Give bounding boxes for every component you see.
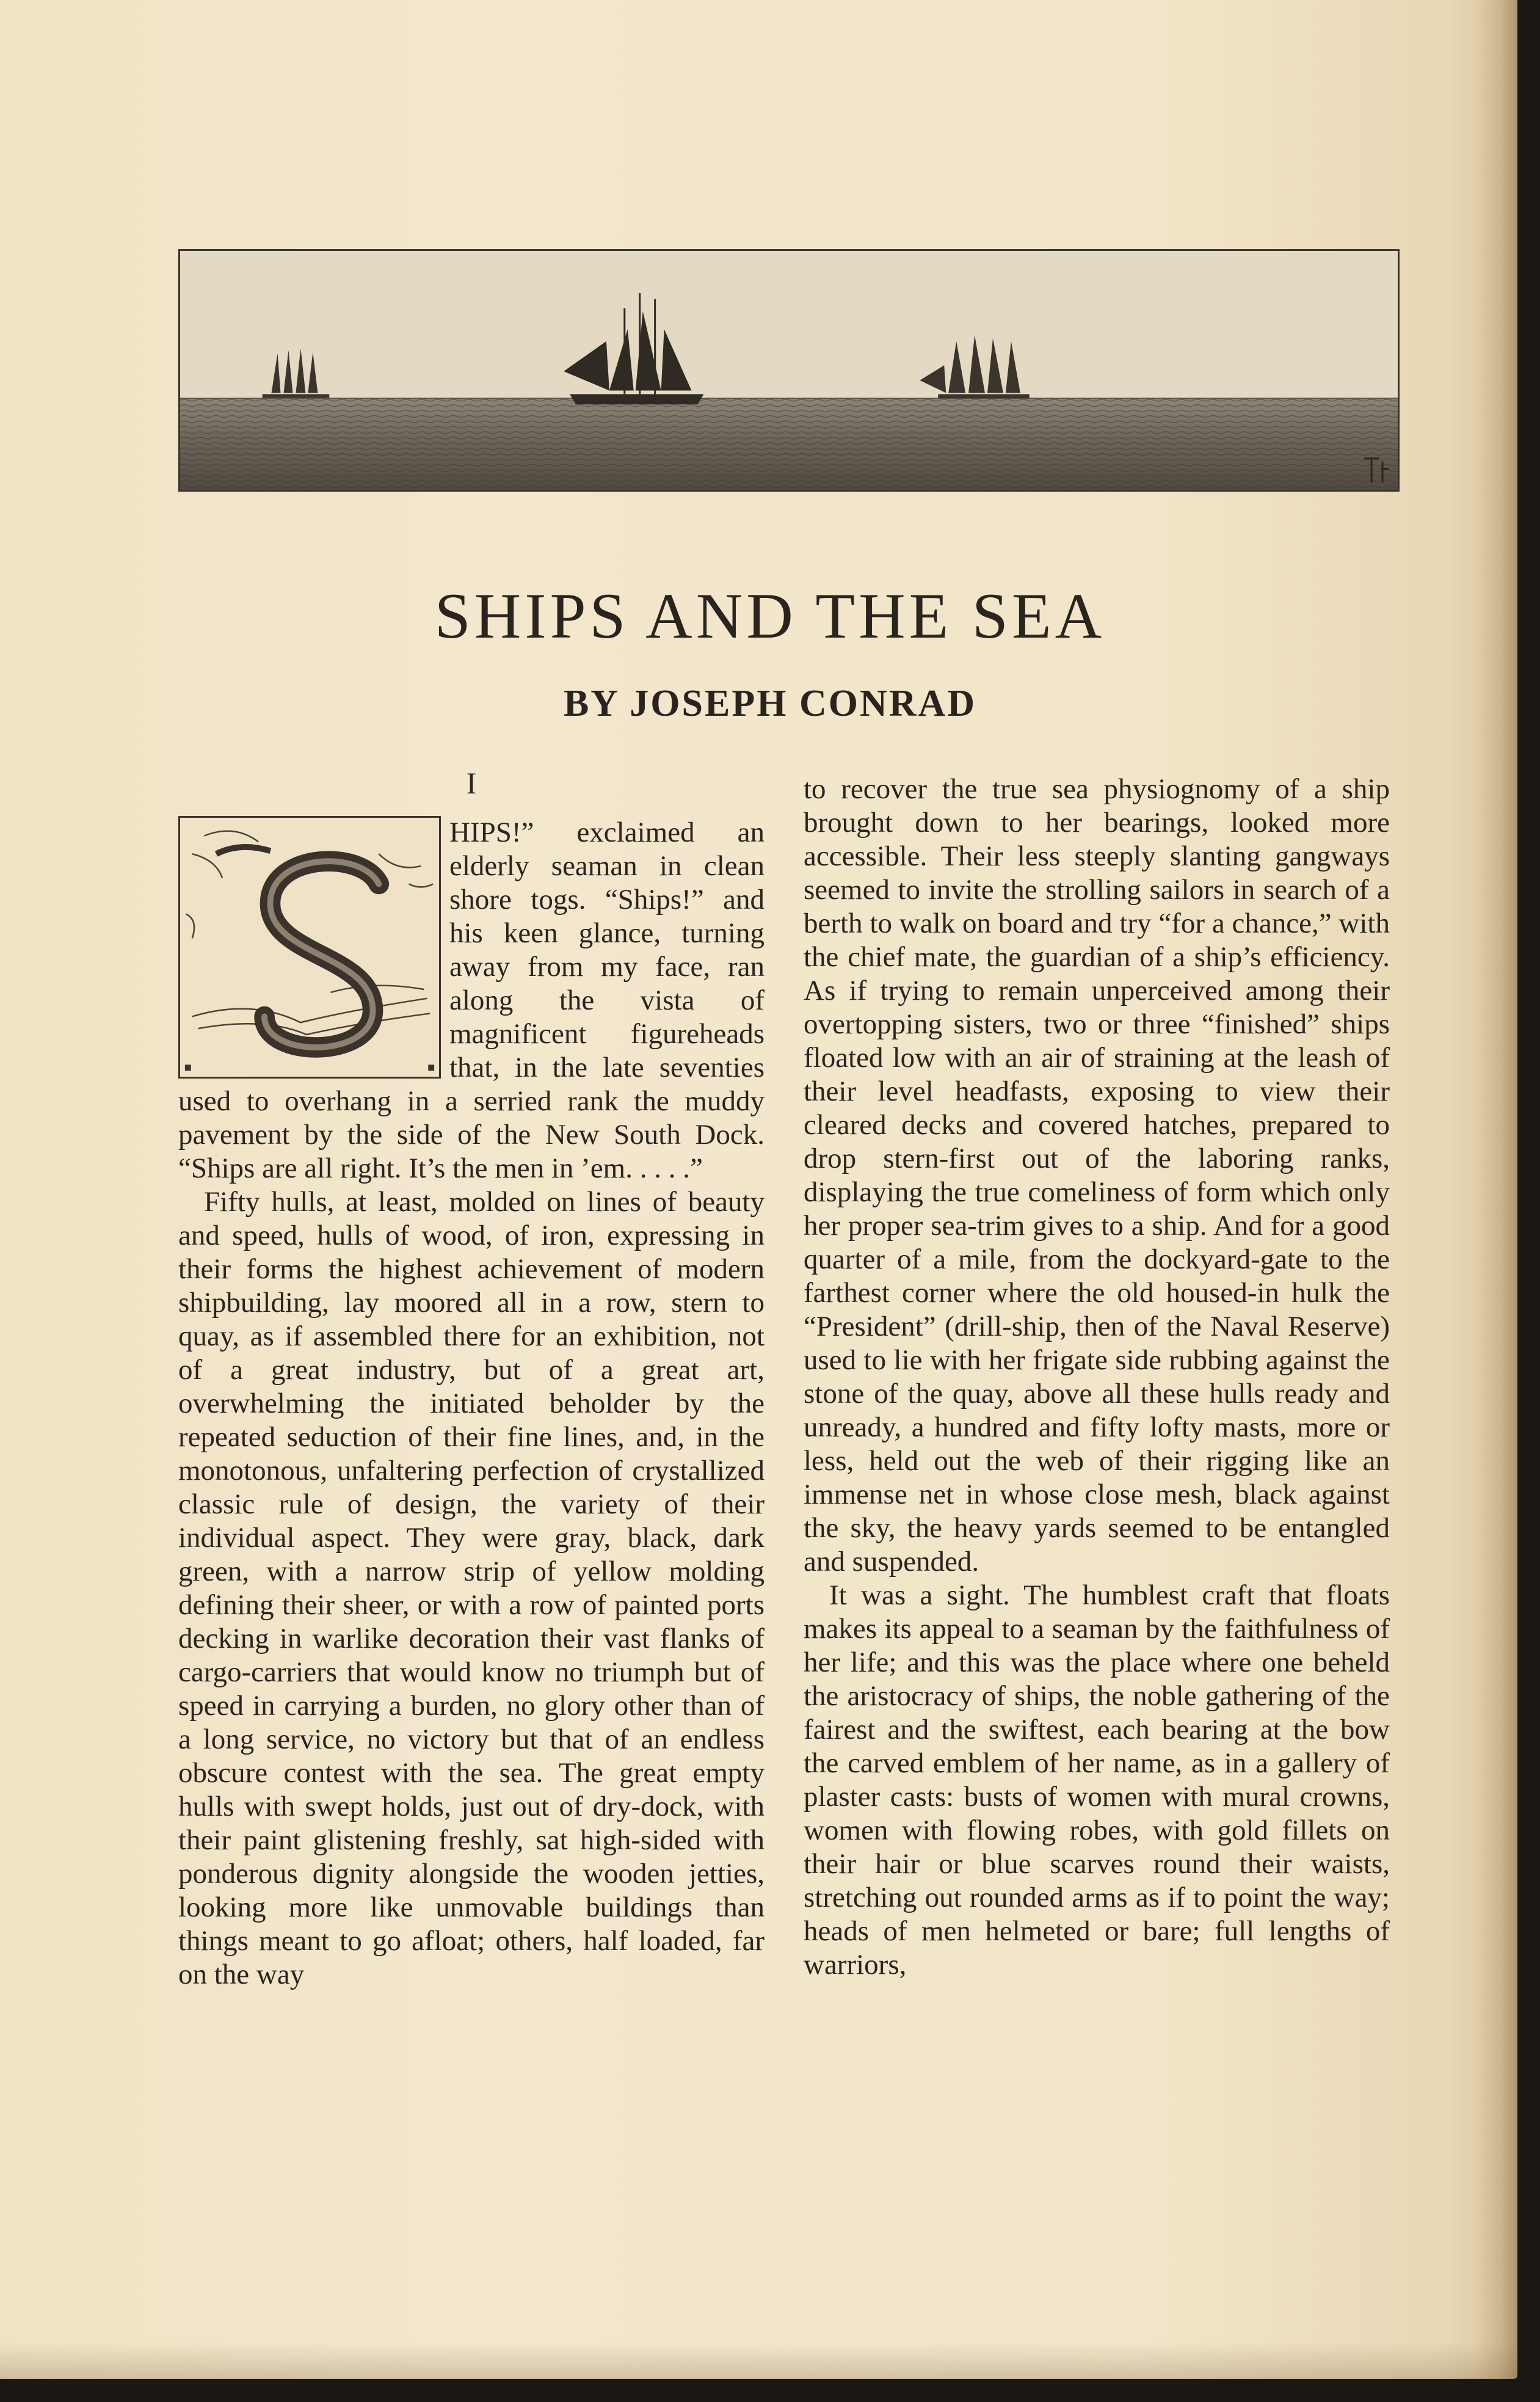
article-title: SHIPS AND THE SEA (434, 580, 1106, 652)
author-byline: BY JOSEPH CONRAD (563, 683, 977, 724)
right-column (804, 773, 1390, 1982)
page-bottom-shadow (0, 2342, 1517, 2379)
header-illustration-ships-at-sea (178, 249, 1400, 492)
right-paragraph-1: to recover the true sea physiognomy of a ship brought down to her bearings, looked more accessible. Their less steeply slanting gangways seemed to invite the strolling sailors in search of a berth to walk on board and try “for a chance,” with the chief mate, the guardian of a ship’s efficiency. As if trying to remain unperceived among their overtopping sisters, two or three “finished” ships floated low with an air of straining at the leash of their level headfasts, exposing to view their cleared decks and covered hatches, prepared to drop stern-first out of the laboring ranks, displaying the true comeliness of form which only her proper sea-trim gives to a ship. And for a good quarter of a mile, from the dockyard-gate to the farthest corner where the old housed-in hulk the “President” (drill-ship, then of the Naval Reserve) used to lie with her frigate side rubbing against the stone of the quay, above all these hulls ready and unready, a hundred and fifty lofty masts, more or less, held out the web of their rigging like an immense net in whose close mesh, black against the sky, the heavy yards seemed to be entangled and suspended. (804, 773, 1390, 1578)
opening-paragraph-text: HIPS!” exclaimed an elderly seaman in clean shore togs. “Ships!” and his keen glance, turning away from my face, ran along the vista of magnificent figureheads that, in the late seventies used to overhang in a serried rank the muddy pavement by the side of the New South Dock. “Ships are all right. It’s the men in ’em. . . . .” (178, 817, 765, 1184)
right-paragraph-2: It was a sight. The humblest craft that floats makes its appeal to a seaman by the faithfulness of her life; and this was the place where one beheld the aristocracy of ships, the noble gathering of the fairest and the swiftest, each bearing at the bow the carved emblem of her name, as in a gallery of plaster casts: busts of women with mural crowns, women with flowing robes, with gold fillets on their hair or blue scarves round their waists, stretching out rounded arms as if to point the way; heads of men helmeted or bare; full lengths of warriors, (804, 1579, 1390, 1981)
decorated-initial-s (178, 816, 441, 1079)
page-edge-shadow (1475, 0, 1517, 2379)
left-column (178, 766, 765, 1992)
section-number: I (466, 766, 477, 800)
opening-paragraph (178, 816, 765, 1185)
left-paragraph-2: Fifty hulls, at least, molded on lines of beauty and speed, hulls of wood, of iron, expressing in their forms the highest achievement of modern shipbuilding, lay moored all in a row, stern to quay, as if assembled there for an exhibition, not of a great industry, but of a great art, overwhelming the initiated beholder by the repeated seduction of their fine lines, and, in the monotonous, unfaltering perfection of crystallized classic rule of design, the variety of their individual aspect. They were gray, black, dark green, with a narrow strip of yellow molding defining their sheer, or with a row of painted ports decking in warlike decoration their vast flanks of cargo-carriers that would know no triumph but of speed in carrying a burden, no glory other than of a long service, no victory but that of an endless obscure contest with the sea. The great empty hulls with swept holds, just out of dry-dock, with their paint glistening freshly, sat high-sided with ponderous dignity alongside the wooden jetties, looking more like unmovable buildings than things meant to go afloat; others, half loaded, far on the way (178, 1186, 765, 1990)
